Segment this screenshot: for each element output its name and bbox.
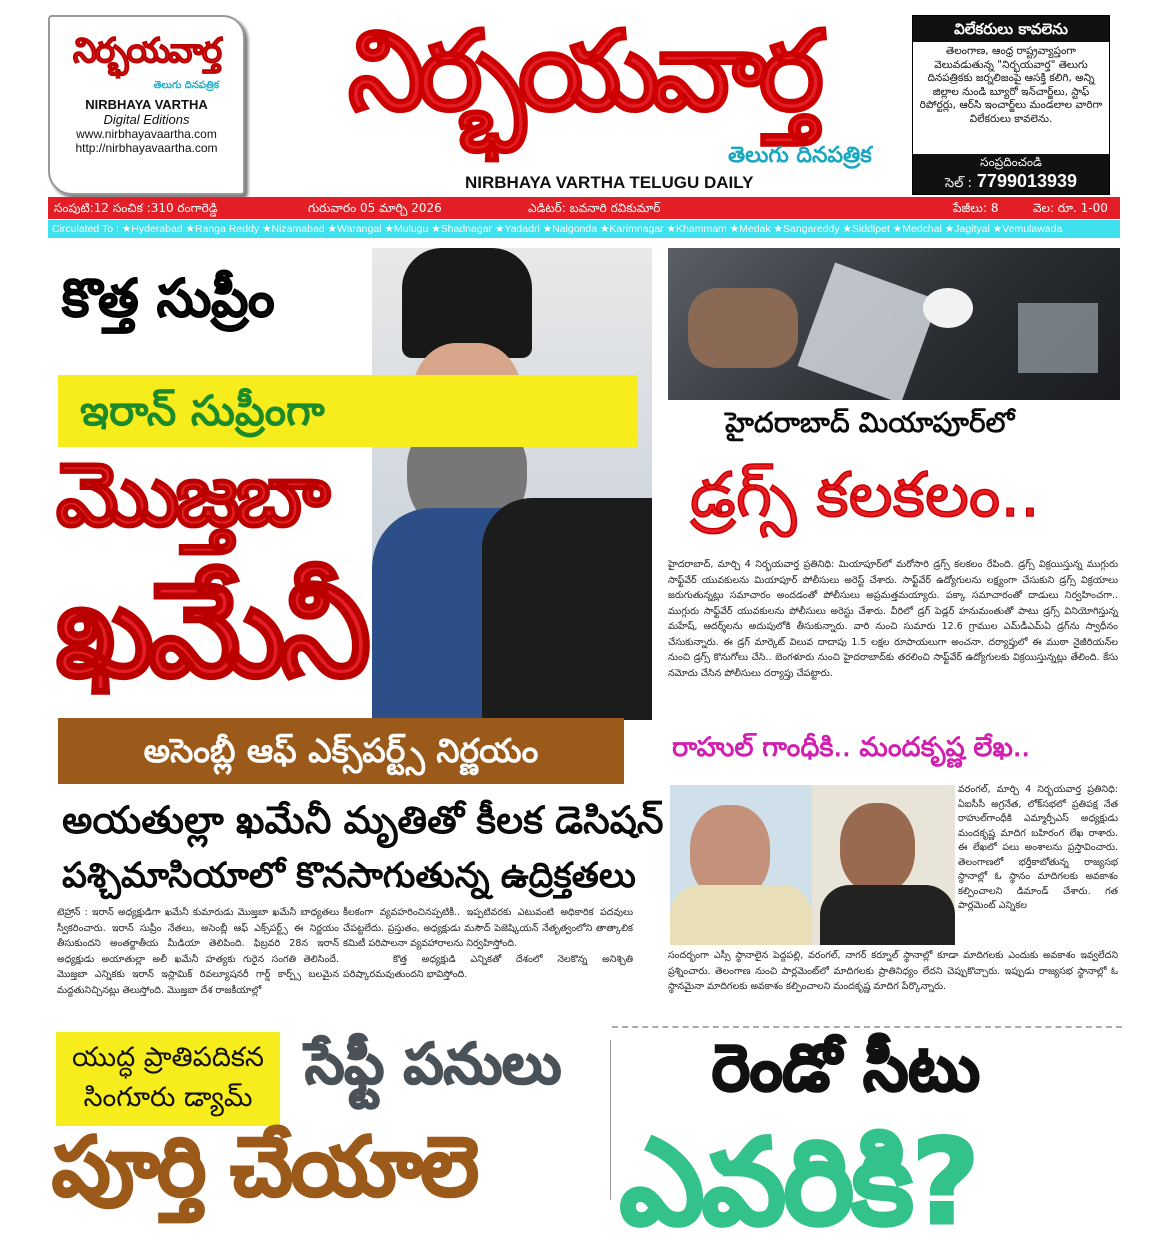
lead-column-2: కీలకంగా వ్యవహరించినప్పటికీ.. ఇప్పటివరకు ఎటువంటి అధికారిక పదవులు చేపట్టలేదు. ప్రస్తుతం, అధ్యక్షుడు మసౌద్ పెజెష్కియన్ నేతృత్వంలోని తాత్కాలిక కమిటీ పరిపాలనా వ్యవహారాలను నిర్వహిస్తోంది. (343, 907, 633, 949)
circulation-place: ★Medchal (889, 223, 942, 235)
logo-url[interactable]: www.nirbhayavaartha.com (76, 127, 217, 141)
circulation-place: ★Hyderabad (121, 223, 183, 235)
circulation-place: ★Vemulawada (989, 223, 1063, 235)
circulation-place: ★Siddipet (839, 223, 890, 235)
rahul-headline: రాహుల్ గాంధీకి.. మందకృష్ణ లేఖ.. (672, 732, 1030, 763)
circulation-place: ★Nalgonda (539, 223, 598, 235)
lead-column-2-para: కొత్త అధ్యక్షుడి ఎన్నికతో దేశంలో నెలకొన్న అనిశ్చితి పరిష్కారమవుతుందని భావిస్తోంది. (343, 953, 633, 980)
circulation-place: ★Khammam (663, 223, 727, 235)
lead-subhead-2: పశ్చిమాసియాలో కొనసాగుతున్న ఉద్రిక్తతలు (62, 856, 636, 896)
rahul-bottom-text: సందర్భంగా ఎస్సీ స్థానాలైన పెద్దపల్లి, వరంగల్, నాగర్ కర్నూల్ స్థానాల్లో కూడా మాదిగలకు ఎందుకు అవకాశం ఇవ్వలేదని ప్రశ్నించారు. తెలంగాణ నుంచి పార్లమెంట్‌లో మాదిగలకు ప్రాతినిధ్యం లేదని చెప్పుకొచ్చారు. ఇప్పుడు రాజ్యసభ స్థానాల్లో ఓ స్థానమైనా మాదిగలకు అవకాశం కల్పించాలని మందకృష్ణ మాదిగ పేర్కొన్నారు. (668, 950, 1118, 992)
drugs-photo (668, 248, 1120, 400)
ad-heading: విలేకరులు కావలెను (913, 16, 1109, 42)
logo-box (48, 15, 245, 195)
reporters-wanted-ad (912, 15, 1110, 195)
drugs-kicker: హైదరాబాద్ మియాపూర్‌లో (725, 406, 1015, 439)
circulation-places (122, 223, 1062, 235)
lead-banner-text: ఇరాన్ సుప్రీంగా (80, 386, 325, 435)
volume-info: సంపుటి:12 సంచిక :310 రంగారెడ్డి (54, 201, 218, 215)
lead-name-1: మొజ్తబా (56, 443, 327, 546)
ad-phone: 7799013939 (976, 171, 1078, 191)
drugs-headline: డ్రగ్స్ కలకలం.. (690, 458, 1040, 531)
circulation-place: ★Warangal (324, 223, 382, 235)
circulation-place: ★Jagityal (941, 223, 990, 235)
seat-line-1: రెండో సీటు (712, 1032, 980, 1106)
seat-line-2: ఎవరికి? (620, 1113, 978, 1251)
editor-info: ఎడిటర్: బవనారి రవికుమార్ (528, 201, 661, 215)
logo-name: NIRBHAYA VARTHA (85, 97, 208, 112)
logo-title: నిర్భయవార్త (73, 31, 220, 71)
lead-name-2: ఖమేనీ (56, 554, 365, 706)
pages-info: పేజీలు: 8 (953, 201, 999, 215)
masthead-subtitle: తెలుగు దినపత్రిక (728, 143, 872, 168)
logo-url-2[interactable]: http://nirbhayavaartha.com (75, 141, 218, 155)
masthead-title: నిర్భయవార్త (348, 7, 816, 135)
lead-strap: అసెంబ్లీ ఆఫ్ ఎక్స్‌పర్ట్స్ నిర్ణయం (58, 718, 624, 784)
ad-phone-label: సెల్ : (944, 176, 972, 191)
rahul-side-text: వరంగల్, మార్చి 4 నిర్భయవార్త ప్రతినిధి: ఏఐసీసీ అగ్రనేత, లోక్‌సభలో ప్రతిపక్ష నేత రాహుల్‌గాంధీకి ఎమ్మార్పీఎస్ అధ్యక్షుడు మందకృష్ణ మాదిగ బహిరంగ లేఖ రాశారు. ఈ లేఖలో పలు అంశాలను ప్రస్తావించారు. తెలంగాణలో భర్తీకాబోతున్న రాజ్యసభ స్థానాల్లో ఓ స్థానం మాదిగలకు అవకాశం కల్పించాలని డిమాండ్ చేశారు. గత పార్లమెంట్ ఎన్నికల (958, 784, 1118, 911)
circulation-place: ★Shadnagar (428, 223, 493, 235)
circulation-place: ★Ranga Reddy (182, 223, 260, 235)
lead-kicker: కొత్త సుప్రీం (62, 269, 275, 329)
circulation-place: ★Yadadri (492, 223, 540, 235)
cleric-photo (372, 248, 652, 720)
ad-contact: సంప్రదించండి (980, 155, 1042, 169)
dam-line-1: సేఫ్టీ పనులు (305, 1032, 562, 1097)
column-divider (610, 1040, 611, 1200)
ad-body: తెలంగాణ, ఆంధ్ర రాష్ట్రవ్యాప్తంగా వెలువడుతున్న "నిర్భయవార్త" తెలుగు దినపత్రికకు జర్నలిజంపై ఆసక్తి కలిగి, అన్ని జిల్లాల నుండి బ్యూరో ఇన్‌చార్జ్‌లు, స్టాఫ్ రిపోర్టర్లు, ఆర్‌సి ఇంచార్జ్‌లు మండలాల వారిగా విలేకరులు కావలెను. (919, 45, 1103, 125)
circulation-place: ★Nizamabad (259, 223, 325, 235)
dam-line-2: పూర్తి చేయాలె (52, 1120, 477, 1215)
issue-date: గురువారం 05 మార్చి 2026 (308, 201, 442, 215)
drugs-body: హైదరాబాద్, మార్చి 4 నిర్భయవార్త ప్రతినిధి: మియాపూర్‌లో మరోసారి డ్రగ్స్ కలకలం రేపింది. డ్రగ్స్ విక్రయిస్తున్న ముగ్గురు సాఫ్ట్‌వేర్ యువకులను మియాపూర్ పోలీసులు అరెస్ట్ చేశారు. సాఫ్ట్‌వేర్ ఉద్యోగులను లక్ష్యంగా చేసుకుని డ్రగ్స్ విక్రయాలు జరుగుతున్నట్లు సమాచారం అందడంతో పోలీసులు అప్రమత్తమయ్యారు. పక్కా సమాచారంతో దాడులు నిర్వహించగా.. ముగ్గురు సాఫ్ట్‌వేర్ యువకులను పోలీసులు అరెస్టు చేశారు. వీరిలో డ్రగ్ పెడ్లర్ హనుమంతుతో పాటు డ్రగ్స్ వినియోగిస్తున్న మహేష్, ఆదర్శ్‌లను అదుపులోకి తీసుకున్నారు. వారి నుంచి సుమారు 12.6 గ్రాముల ఎమ్‌డీఎమ్‌ఏ డ్రగ్‌ను స్వాధీనం చేసుకున్నారు. ఈ డ్రగ్ మార్కెట్ విలువ దాదాపు 1.5 లక్షల రూపాయలుగా అంచనా. దర్యాప్తులో ఈ ముఠా నైజీరియన్‌ల నుంచి డ్రగ్స్ కొనుగోలు చేసి.. బెంగళూరు నుంచి హైదరాబాద్‌కు తరలించి సాఫ్ట్‌వేర్ ఉద్యోగులకు విక్రయిస్తున్నట్లు తేలింది. కేసు నమోదు చేసిన పోలీసులు దర్యాప్తు చేపట్టారు. (668, 559, 1118, 679)
price-info: వెల: రూ. 1-00 (1033, 201, 1108, 215)
circulation-label: Circulated To : (52, 223, 119, 235)
logo-subtitle: తెలుగు దినపత్రిక (153, 80, 219, 91)
masthead-english: NIRBHAYA VARTHA TELUGU DAILY (465, 173, 754, 192)
logo-edition: Digital Editions (103, 112, 190, 127)
circulation-place: ★Sangareddy (770, 223, 840, 235)
dam-box: యుద్ధ ప్రాతిపదికన సింగూరు డ్యామ్ (56, 1032, 280, 1126)
info-bar (48, 197, 1120, 219)
circulation-place: ★Mulugu (381, 223, 429, 235)
circulation-bar (48, 220, 1120, 238)
lead-column-1: టెహ్రాన్ : ఇరాన్ అధ్యక్షుడిగా ఖమేనీ కుమారుడు మొజ్తబా ఖమేనీ బాధ్యతలు స్వీకరించారు. ఇరాన్ సుప్రీం నేతలు, అసెంబ్లీ ఆఫ్ ఎక్స్‌పర్ట్స్ ఈ నిర్ణయం తీసుకుందని అంతర్జాతీయ మీడియా తెలిపింది. ఫిబ్రవరి 28న ఇరాన్ అధ్యక్షుడు అయాతుల్లా అలీ ఖమేనీ హత్యకు గురైన సంగతి తెలిసిందే. మొజ్తబా ఎన్నికకు ఇరాన్ ఇస్లామిక్ రివల్యూషనరీ గార్డ్ కార్ప్స్ బలమైన మద్దతునిచ్చినట్లు తెలుస్తోంది. మొజ్తబా దేశ రాజకీయాల్లో (57, 907, 339, 996)
circulation-place: ★Karimnagar (597, 223, 664, 235)
rahul-manda-photo (670, 785, 955, 945)
lead-subhead-1: అయతుల్లా ఖమేనీ మృతితో కీలక డెసిషన్ (62, 798, 664, 842)
circulation-place: ★Medak (726, 223, 771, 235)
